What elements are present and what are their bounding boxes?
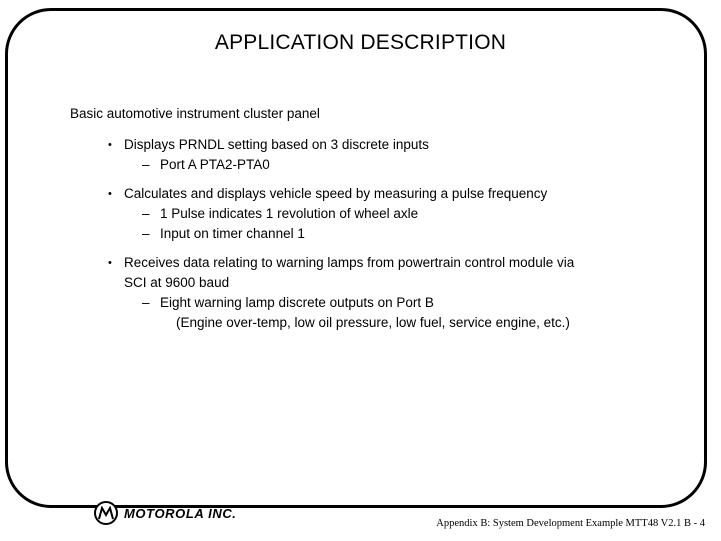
sub-text: Port A PTA2-PTA0 [160, 157, 270, 172]
bullet-list [108, 135, 668, 342]
sub-dash: – [142, 226, 150, 241]
sub-item [124, 224, 668, 244]
bullet-dot: • [108, 257, 112, 269]
sub-text: Eight warning lamp discrete outputs on Port B [160, 295, 434, 310]
bullet-dot: • [108, 139, 112, 151]
company-logo [94, 500, 237, 526]
bullet-text-line: SCI at 9600 baud [124, 275, 230, 290]
sub-continuation: (Engine over-temp, low oil pressure, low fuel, service engine, etc.) [176, 315, 570, 330]
sub-item [124, 204, 668, 224]
logo-text: MOTOROLA INC. [124, 505, 237, 521]
slide-title: APPLICATION DESCRIPTION [214, 31, 507, 54]
slide-footer: Appendix B: System Development Example MTT48 V2.1 B - 4 [436, 518, 705, 529]
sub-item [124, 155, 668, 175]
intro-text: Basic automotive instrument cluster panel [70, 106, 320, 121]
sub-text: Input on timer channel 1 [160, 226, 305, 241]
bullet-item [108, 184, 668, 244]
sub-text: 1 Pulse indicates 1 revolution of wheel axle [160, 206, 419, 221]
bullet-text: Calculates and displays vehicle speed by measuring a pulse frequency [124, 186, 548, 201]
bullet-item [108, 253, 668, 333]
sub-dash: – [142, 206, 150, 221]
bullet-item [108, 135, 668, 175]
sub-item [124, 293, 668, 313]
bullet-dot: • [108, 188, 112, 200]
sub-dash: – [142, 157, 150, 172]
bullet-text: Displays PRNDL setting based on 3 discrete inputs [124, 137, 429, 152]
sub-dash: – [142, 295, 150, 310]
bullet-text-line: Receives data relating to warning lamps from powertrain control module via [124, 255, 575, 270]
motorola-batwing-icon [94, 501, 118, 525]
